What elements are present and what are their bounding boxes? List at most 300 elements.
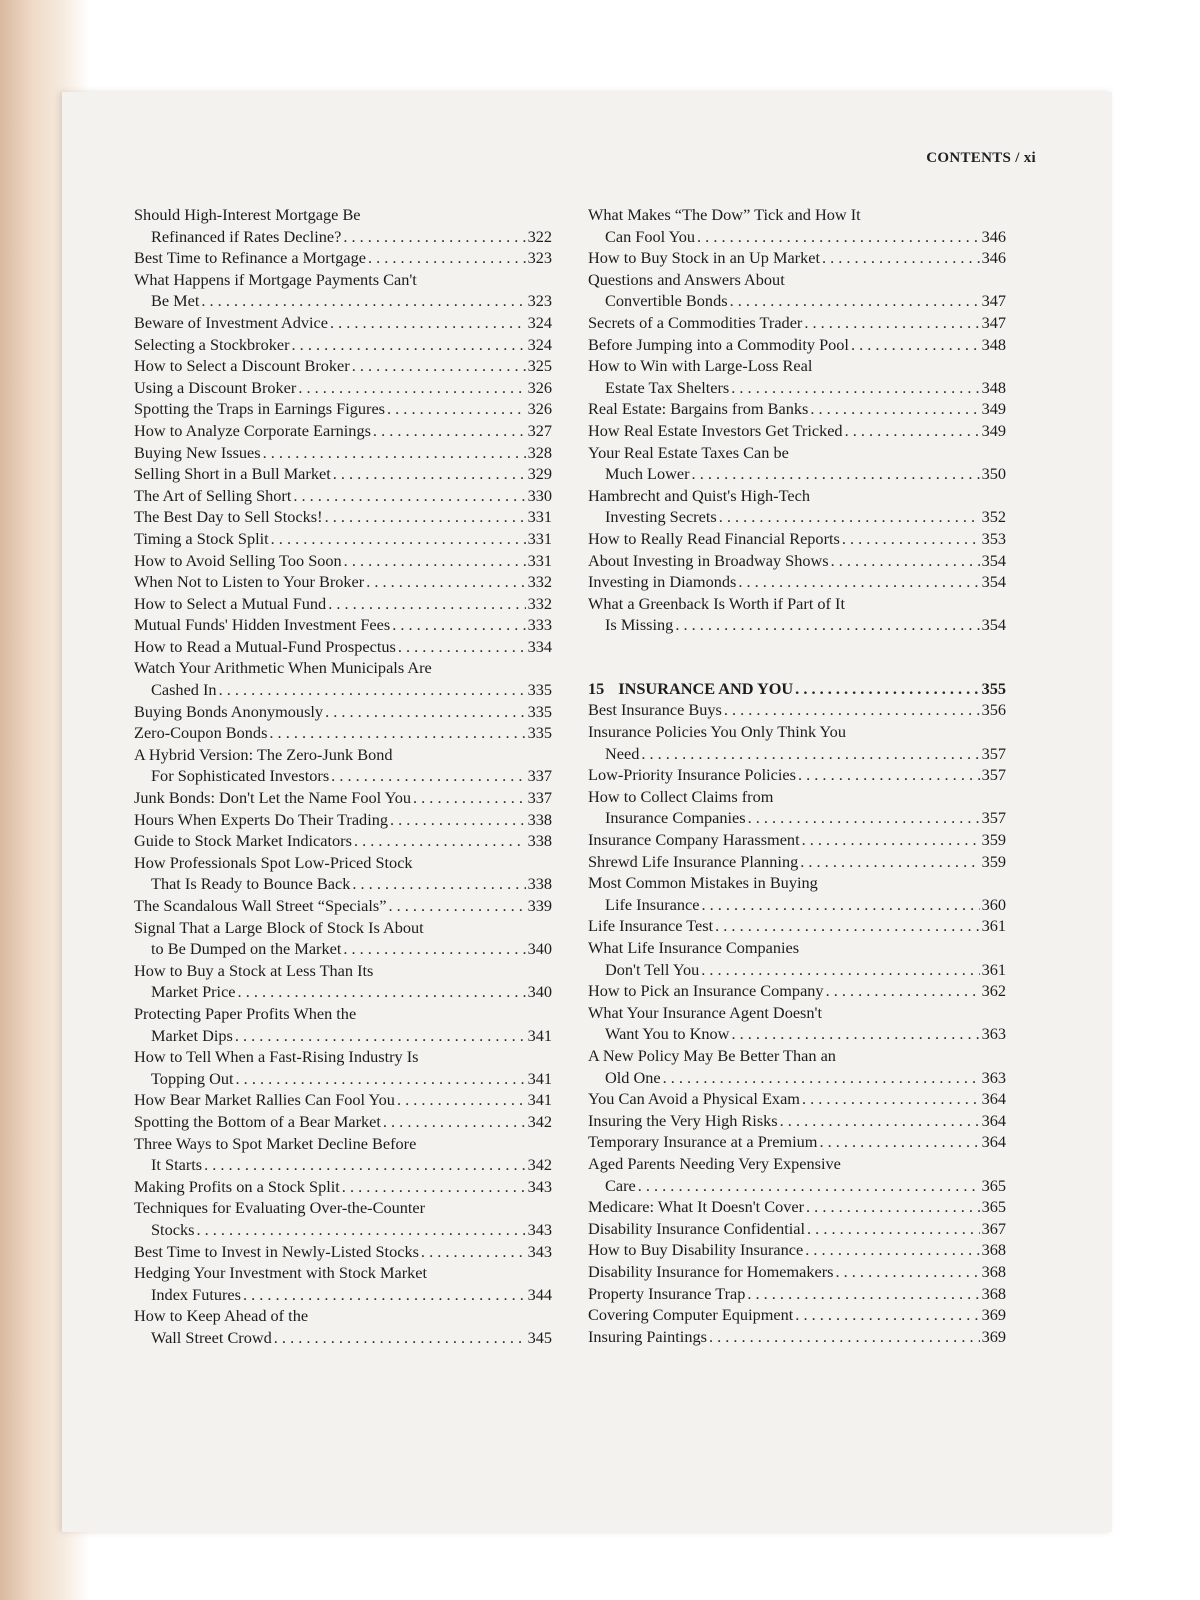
- leader-dots: [663, 1067, 980, 1089]
- toc-entry-title: Protecting Paper Profits When the: [134, 1003, 357, 1023]
- toc-page-number: 345: [527, 1327, 552, 1347]
- toc-entry-title: Junk Bonds: Don't Let the Name Fool You: [134, 788, 412, 808]
- leader-dots: [292, 334, 526, 356]
- toc-entry-title: Market Price: [151, 982, 236, 1002]
- toc-entry-title: Making Profits on a Stock Split: [134, 1176, 340, 1196]
- toc-entry: [134, 744, 552, 787]
- toc-entry: [134, 1197, 552, 1240]
- toc-entry: [134, 1111, 552, 1133]
- toc-entry: [134, 1176, 552, 1198]
- toc-entry-title: Spotting the Traps in Earnings Figures: [134, 399, 386, 419]
- leader-dots: [641, 743, 979, 765]
- toc-entry: [588, 247, 1006, 269]
- toc-page-number: 330: [527, 485, 552, 505]
- toc-entry: [588, 420, 1006, 442]
- toc-page-number: 368: [981, 1283, 1006, 1303]
- toc-entry-title: A New Policy May Be Better Than an: [588, 1045, 836, 1065]
- toc-page-number: 367: [981, 1218, 1006, 1238]
- leader-dots: [325, 701, 526, 723]
- book-page: [62, 92, 1112, 1532]
- leader-dots: [201, 290, 525, 312]
- toc-entry: [588, 355, 1006, 398]
- toc-entry: [588, 1218, 1006, 1240]
- toc-page-number: 338: [527, 874, 552, 894]
- toc-entry-title: Mutual Funds' Hidden Investment Fees: [134, 615, 391, 635]
- toc-page-number: 354: [981, 615, 1006, 635]
- toc-page-number: 365: [981, 1197, 1006, 1217]
- toc-page-number: 341: [527, 1090, 552, 1110]
- toc-entry: [134, 1133, 552, 1176]
- toc-page-number: 353: [981, 528, 1006, 548]
- toc-page-number: 325: [527, 356, 552, 376]
- toc-entry-title: How to Analyze Corporate Earnings: [134, 420, 371, 440]
- leader-dots: [738, 571, 979, 593]
- leader-dots: [692, 463, 980, 485]
- toc-entry: [588, 571, 1006, 593]
- toc-entry: [134, 463, 552, 485]
- toc-page-number: 340: [527, 939, 552, 959]
- toc-page-number: 347: [981, 291, 1006, 311]
- toc-page-number: 354: [981, 550, 1006, 570]
- toc-page-number: 323: [527, 291, 552, 311]
- leader-dots: [243, 1284, 526, 1306]
- toc-entry: [134, 1089, 552, 1111]
- toc-page-number: 364: [981, 1110, 1006, 1130]
- toc-page-number: 349: [981, 399, 1006, 419]
- toc-entry-title: Temporary Insurance at a Premium: [588, 1132, 818, 1152]
- toc-left-column: [134, 204, 552, 1348]
- toc-page-number: 333: [527, 615, 552, 635]
- toc-entry-title: Index Futures: [151, 1284, 241, 1304]
- toc-entry-title: It Starts: [151, 1155, 203, 1175]
- toc-entry-title: Disability Insurance for Homemakers: [588, 1261, 834, 1281]
- leader-dots: [804, 312, 979, 334]
- leader-dots: [810, 398, 979, 420]
- leader-dots: [715, 915, 979, 937]
- toc-entry-title: How to Win with Large-Loss Real: [588, 356, 813, 376]
- toc-entry: [134, 917, 552, 960]
- leader-dots: [748, 807, 980, 829]
- toc-page-number: 369: [981, 1305, 1006, 1325]
- toc-page-number: 357: [981, 743, 1006, 763]
- toc-entry-title: How to Really Read Financial Reports: [588, 528, 840, 548]
- toc-entry-title: Topping Out: [151, 1068, 234, 1088]
- toc-entry-title: How to Pick an Insurance Company: [588, 981, 824, 1001]
- leader-dots: [851, 334, 980, 356]
- toc-page-number: 363: [981, 1024, 1006, 1044]
- toc-page-number: 361: [981, 959, 1006, 979]
- toc-entry-title: How Bear Market Rallies Can Fool You: [134, 1090, 395, 1110]
- toc-page-number: 341: [527, 1068, 552, 1088]
- leader-dots: [806, 1196, 980, 1218]
- toc-entry: [588, 593, 1006, 636]
- toc-entry: [134, 657, 552, 700]
- toc-entry: [134, 312, 552, 334]
- toc-page-number: 340: [527, 982, 552, 1002]
- leader-dots: [342, 1176, 526, 1198]
- toc-entry-title: Care: [605, 1175, 636, 1195]
- leader-dots: [807, 1218, 980, 1240]
- toc-page-number: 335: [527, 723, 552, 743]
- toc-entry-title: Should High-Interest Mortgage Be: [134, 205, 361, 224]
- toc-page-number: 350: [981, 464, 1006, 484]
- toc-right-column: [588, 204, 1006, 1347]
- toc-entry: [134, 1262, 552, 1305]
- leader-dots: [352, 873, 525, 895]
- toc-page-number: 356: [981, 700, 1006, 720]
- toc-entry-title: Disability Insurance Confidential: [588, 1218, 806, 1238]
- chapter-number: 15: [588, 678, 605, 698]
- toc-entry: [588, 1153, 1006, 1196]
- toc-entry: [134, 1305, 552, 1348]
- toc-entry: [134, 269, 552, 312]
- toc-page-number: 323: [527, 248, 552, 268]
- toc-entry: [134, 722, 552, 744]
- toc-page-number: 335: [527, 701, 552, 721]
- toc-entry: [588, 204, 1006, 247]
- toc-entry-title: Can Fool You: [605, 226, 696, 246]
- toc-entry-title: Market Dips: [151, 1025, 233, 1045]
- leader-dots: [298, 377, 525, 399]
- toc-entry-title: Before Jumping into a Commodity Pool: [588, 334, 849, 354]
- toc-entry-title: Techniques for Evaluating Over-the-Counter: [134, 1198, 426, 1218]
- toc-entry: [588, 980, 1006, 1002]
- leader-dots: [731, 1023, 979, 1045]
- leader-dots: [333, 463, 526, 485]
- leader-dots: [392, 614, 525, 636]
- toc-entry-title: Your Real Estate Taxes Can be: [588, 442, 789, 462]
- toc-entry: [134, 247, 552, 269]
- toc-entry-title: Be Met: [151, 291, 200, 311]
- toc-entry-title: Refinanced if Rates Decline?: [151, 226, 342, 246]
- toc-entry-title: Insurance Policies You Only Think You: [588, 722, 846, 742]
- toc-page-number: 360: [981, 894, 1006, 914]
- toc-entry-title: For Sophisticated Investors: [151, 766, 330, 786]
- toc-entry: [134, 506, 552, 528]
- toc-entry-title: Insuring Paintings: [588, 1326, 707, 1346]
- toc-entry-title: Signal That a Large Block of Stock Is About: [134, 917, 424, 937]
- toc-entry-title: Shrewd Life Insurance Planning: [588, 851, 799, 871]
- toc-entry: [134, 355, 552, 377]
- chapter-title: INSURANCE AND YOU: [618, 678, 794, 698]
- toc-entry: [134, 1241, 552, 1263]
- leader-dots: [719, 506, 980, 528]
- toc-entry: [588, 1110, 1006, 1132]
- toc-entry: [134, 485, 552, 507]
- toc-entry: [588, 764, 1006, 786]
- toc-page-number: 344: [527, 1284, 552, 1304]
- toc-page-number: 324: [527, 312, 552, 332]
- leader-dots: [352, 355, 526, 377]
- toc-entry-title: Hours When Experts Do Their Trading: [134, 809, 388, 829]
- toc-entry-title: Old One: [605, 1067, 661, 1087]
- toc-entry-title: How to Keep Ahead of the: [134, 1306, 309, 1326]
- toc-entry-title: The Best Day to Sell Stocks!: [134, 507, 323, 527]
- toc-entry-title: Buying Bonds Anonymously: [134, 701, 324, 721]
- toc-page-number: 363: [981, 1067, 1006, 1087]
- toc-entry-title: Low-Priority Insurance Policies: [588, 765, 796, 785]
- leader-dots: [271, 528, 526, 550]
- toc-entry-title: How to Avoid Selling Too Soon: [134, 550, 342, 570]
- leader-dots: [373, 420, 526, 442]
- toc-entry-title: Don't Tell You: [605, 959, 700, 979]
- leader-dots: [343, 226, 525, 248]
- toc-entry: [588, 1239, 1006, 1261]
- toc-entry: [134, 1046, 552, 1089]
- leader-dots: [383, 1111, 526, 1133]
- leader-dots: [196, 1219, 525, 1241]
- leader-dots: [235, 1025, 526, 1047]
- toc-entry: [134, 571, 552, 593]
- leader-dots: [388, 895, 525, 917]
- leader-dots: [219, 679, 526, 701]
- toc-entry-title: Much Lower: [605, 464, 690, 484]
- leader-dots: [330, 312, 526, 334]
- toc-page-number: 357: [981, 765, 1006, 785]
- toc-page-number: 343: [527, 1241, 552, 1261]
- toc-entry: [134, 787, 552, 809]
- toc-entry: [588, 1088, 1006, 1110]
- toc-page-number: 332: [527, 572, 552, 592]
- leader-dots: [398, 636, 526, 658]
- toc-page-number: 362: [981, 981, 1006, 1001]
- toc-entry-title: What Happens if Mortgage Payments Can't: [134, 269, 417, 289]
- toc-entry: [134, 852, 552, 895]
- toc-entry-title: Insurance Company Harassment: [588, 830, 800, 850]
- toc-entry: [588, 851, 1006, 873]
- toc-page-number: 368: [981, 1261, 1006, 1281]
- toc-page-number: 338: [527, 831, 552, 851]
- toc-entry-title: Estate Tax Shelters: [605, 377, 730, 397]
- toc-entry-title: Insurance Companies: [605, 808, 746, 828]
- leader-dots: [836, 1261, 980, 1283]
- toc-entry-title: How Real Estate Investors Get Tricked: [588, 420, 843, 440]
- toc-entry: [134, 398, 552, 420]
- toc-page-number: 357: [981, 808, 1006, 828]
- toc-entry-title: How to Tell When a Fast-Rising Industry Is: [134, 1047, 419, 1067]
- toc-entry-title: Covering Computer Equipment: [588, 1305, 794, 1325]
- toc-entry-title: Wall Street Crowd: [151, 1327, 272, 1347]
- toc-page-number: 349: [981, 420, 1006, 440]
- toc-entry: [588, 915, 1006, 937]
- leader-dots: [387, 398, 526, 420]
- leader-dots: [780, 1110, 980, 1132]
- toc-entry-title: How to Buy Disability Insurance: [588, 1240, 804, 1260]
- toc-page-number: 327: [527, 420, 552, 440]
- toc-page-number: 332: [527, 593, 552, 613]
- leader-dots: [421, 1241, 526, 1263]
- toc-entry-title: Stocks: [151, 1219, 195, 1239]
- toc-entry-title: Investing Secrets: [605, 507, 717, 527]
- toc-entry-title: Spotting the Bottom of a Bear Market: [134, 1111, 381, 1131]
- toc-page-number: 338: [527, 809, 552, 829]
- leader-dots: [724, 699, 980, 721]
- toc-entry: [588, 1002, 1006, 1045]
- toc-entry: [588, 1131, 1006, 1153]
- leader-dots: [842, 528, 980, 550]
- leader-dots: [397, 1089, 526, 1111]
- toc-entry-title: That Is Ready to Bounce Back: [151, 874, 351, 894]
- leader-dots: [800, 851, 979, 873]
- toc-page-number: 334: [527, 636, 552, 656]
- toc-entry-title: Medicare: What It Doesn't Cover: [588, 1197, 805, 1217]
- toc-page-number: 348: [981, 377, 1006, 397]
- toc-entry-title: Aged Parents Needing Very Expensive: [588, 1153, 841, 1173]
- toc-page-number: 326: [527, 377, 552, 397]
- toc-entry: [134, 593, 552, 615]
- toc-entry-title: Selecting a Stockbroker: [134, 334, 290, 354]
- leader-dots: [826, 980, 980, 1002]
- toc-entry: [588, 485, 1006, 528]
- toc-entry: [588, 398, 1006, 420]
- toc-entry-title: Hambrecht and Quist's High-Tech: [588, 485, 810, 505]
- toc-page-number: 364: [981, 1089, 1006, 1109]
- toc-entry-title: How to Buy a Stock at Less Than Its: [134, 960, 374, 980]
- toc-entry: [588, 1283, 1006, 1305]
- toc-page-number: 342: [527, 1155, 552, 1175]
- leader-dots: [331, 765, 525, 787]
- toc-entry-title: How to Read a Mutual-Fund Prospectus: [134, 636, 396, 656]
- toc-page-number: 354: [981, 572, 1006, 592]
- toc-entry-title: Convertible Bonds: [605, 291, 728, 311]
- toc-entry-title: Zero-Coupon Bonds: [134, 723, 268, 743]
- leader-dots: [731, 377, 979, 399]
- toc-entry-title: Using a Discount Broker: [134, 377, 297, 397]
- toc-entry-title: You Can Avoid a Physical Exam: [588, 1089, 800, 1109]
- toc-entry: [134, 1003, 552, 1046]
- toc-entry: [588, 442, 1006, 485]
- toc-entry: [588, 550, 1006, 572]
- toc-entry: [588, 872, 1006, 915]
- toc-entry-title: Property Insurance Trap: [588, 1283, 746, 1303]
- toc-page-number: 352: [981, 507, 1006, 527]
- toc-entry: [588, 721, 1006, 764]
- toc-entry-title: Buying New Issues: [134, 442, 261, 462]
- toc-entry: [134, 377, 552, 399]
- leader-dots: [390, 809, 526, 831]
- leader-dots: [413, 787, 526, 809]
- leader-dots: [238, 981, 526, 1003]
- toc-entry-title: Hedging Your Investment with Stock Market: [134, 1263, 428, 1283]
- toc-entry: [588, 699, 1006, 721]
- toc-page-number: 361: [981, 916, 1006, 936]
- toc-entry-title: How to Select a Discount Broker: [134, 356, 350, 376]
- toc-right-bottom-list: [588, 699, 1006, 1347]
- leader-dots: [638, 1175, 980, 1197]
- leader-dots: [747, 1283, 979, 1305]
- toc-entry: [588, 334, 1006, 356]
- toc-entry-title: Guide to Stock Market Indicators: [134, 831, 352, 851]
- leader-dots: [730, 290, 980, 312]
- leader-dots: [269, 722, 525, 744]
- toc-entry: [134, 614, 552, 636]
- toc-entry: [134, 442, 552, 464]
- leader-dots: [805, 1239, 979, 1261]
- toc-page-number: 337: [527, 766, 552, 786]
- toc-page-number: 331: [527, 550, 552, 570]
- toc-entry: [588, 937, 1006, 980]
- toc-entry-title: What Life Insurance Companies: [588, 938, 800, 957]
- toc-entry-title: Selling Short in a Bull Market: [134, 464, 331, 484]
- toc-entry: [588, 786, 1006, 829]
- toc-entry-title: Insuring the Very High Risks: [588, 1110, 778, 1130]
- toc-entry: [134, 895, 552, 917]
- toc-entry-title: Investing in Diamonds: [588, 572, 737, 592]
- leader-dots: [697, 226, 980, 248]
- toc-page-number: 359: [981, 830, 1006, 850]
- leader-dots: [802, 829, 980, 851]
- toc-entry-title: Watch Your Arithmetic When Municipals Are: [134, 658, 432, 678]
- toc-page-number: 322: [527, 226, 552, 246]
- leader-dots: [795, 678, 979, 700]
- leader-dots: [709, 1326, 980, 1348]
- toc-entry-title: How Professionals Spot Low-Priced Stock: [134, 852, 413, 872]
- leader-dots: [675, 614, 979, 636]
- toc-entry: [134, 420, 552, 442]
- toc-page-number: 326: [527, 399, 552, 419]
- toc-entry-title: How to Buy Stock in an Up Market: [588, 248, 820, 268]
- toc-entry-title: Need: [605, 743, 640, 763]
- toc-page-number: 341: [527, 1025, 552, 1045]
- toc-entry: [588, 269, 1006, 312]
- toc-entry: [588, 1326, 1006, 1348]
- toc-entry-title: A Hybrid Version: The Zero-Junk Bond: [134, 744, 393, 764]
- toc-page-number: 343: [527, 1219, 552, 1239]
- toc-entry-title: The Scandalous Wall Street “Specials”: [134, 896, 387, 915]
- toc-entry: [588, 1261, 1006, 1283]
- leader-dots: [343, 938, 525, 960]
- toc-entry: [134, 334, 552, 356]
- leader-dots: [701, 959, 979, 981]
- leader-dots: [263, 442, 526, 464]
- toc-page-number: 343: [527, 1176, 552, 1196]
- toc-page-number: 339: [527, 896, 552, 915]
- leader-dots: [368, 247, 526, 269]
- toc-entry: [134, 636, 552, 658]
- leader-dots: [328, 593, 525, 615]
- toc-entry: [134, 204, 552, 247]
- leader-dots: [802, 1088, 980, 1110]
- toc-page-number: 346: [981, 226, 1006, 246]
- toc-page-number: 346: [981, 248, 1006, 268]
- leader-dots: [822, 247, 980, 269]
- toc-entry-title: to Be Dumped on the Market: [151, 939, 342, 959]
- toc-entry-title: Life Insurance: [605, 894, 700, 914]
- toc-entry: [588, 829, 1006, 851]
- toc-page-number: 348: [981, 334, 1006, 354]
- toc-page-number: 331: [527, 528, 552, 548]
- toc-entry-title: What Makes “The Dow” Tick and How It: [588, 205, 861, 224]
- toc-entry: [588, 1196, 1006, 1218]
- leader-dots: [798, 764, 980, 786]
- toc-entry: [134, 528, 552, 550]
- leader-dots: [795, 1304, 979, 1326]
- running-head: CONTENTS / xi: [926, 150, 1036, 166]
- leader-dots: [845, 420, 980, 442]
- toc-entry-title: What Your Insurance Agent Doesn't: [588, 1002, 822, 1022]
- toc-entry-title: How to Collect Claims from: [588, 786, 774, 806]
- leader-dots: [819, 1131, 979, 1153]
- toc-page-number: 369: [981, 1326, 1006, 1346]
- toc-entry-title: Timing a Stock Split: [134, 528, 269, 548]
- chapter-heading: [588, 678, 1006, 700]
- toc-entry: [134, 960, 552, 1003]
- toc-page-number: 368: [981, 1240, 1006, 1260]
- toc-entry-title: Three Ways to Spot Market Decline Before: [134, 1133, 417, 1153]
- toc-page-number: 342: [527, 1111, 552, 1131]
- toc-entry-title: How to Select a Mutual Fund: [134, 593, 327, 613]
- toc-entry-title: Best Insurance Buys: [588, 700, 722, 720]
